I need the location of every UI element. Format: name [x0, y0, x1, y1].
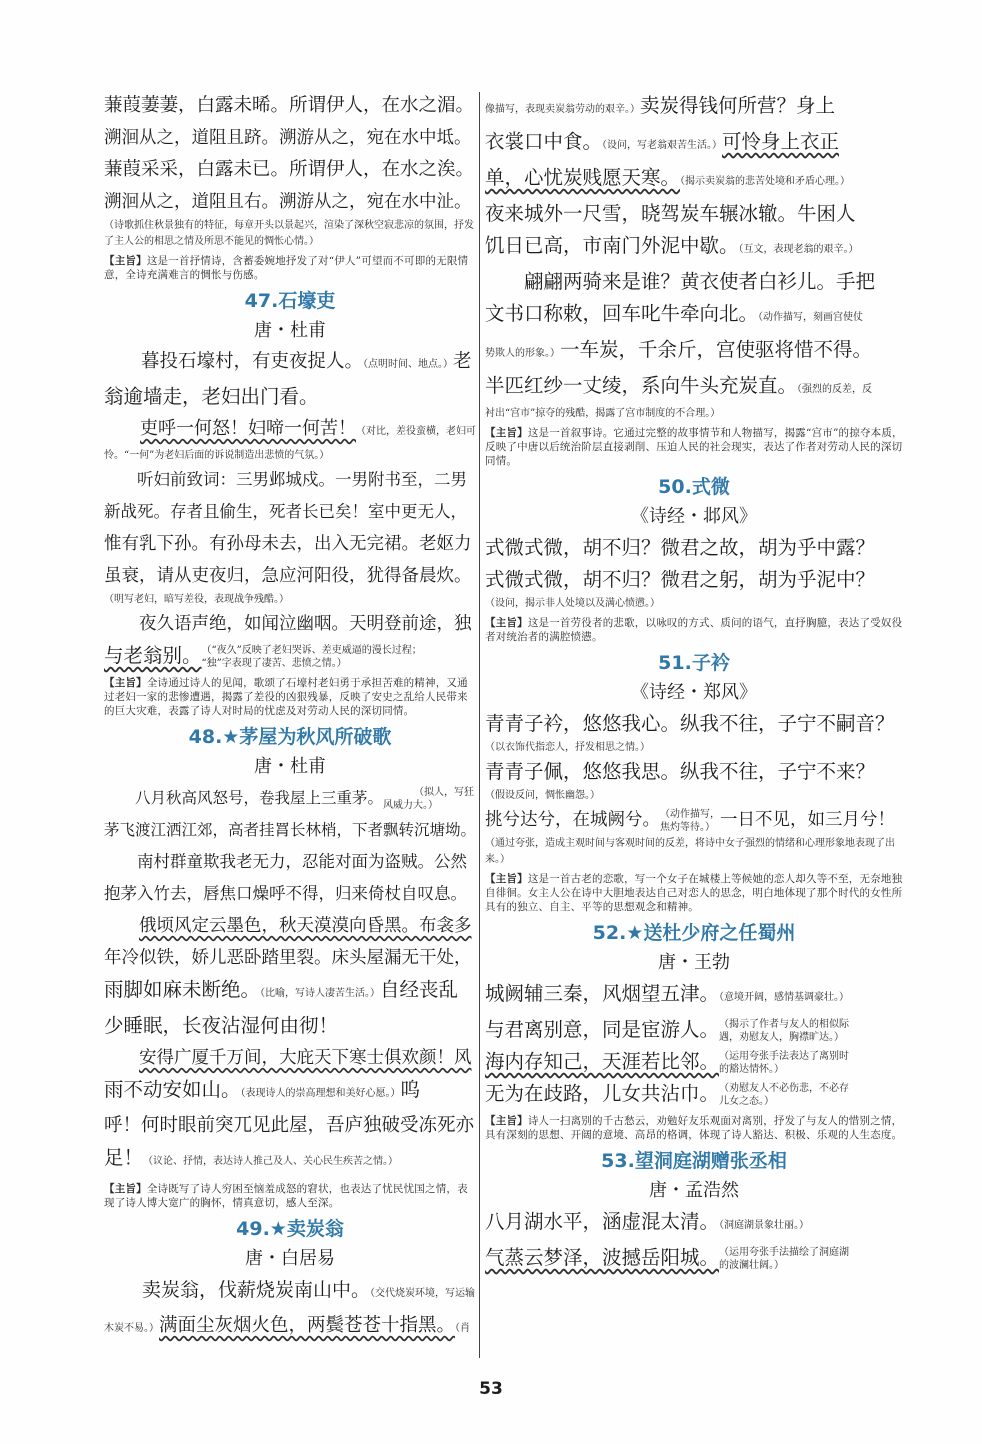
- right-column: [485, 90, 903, 1274]
- poem-text: 饥日已高，市南门外泥中歇。: [485, 234, 739, 257]
- poem-text: 半匹红纱一丈绫，系向牛头充炭直。: [485, 374, 798, 397]
- poem-text: 挑兮达兮，在城阙兮。: [485, 810, 660, 830]
- poem-text: 夜久语声绝，如闻泣幽咽。天明登前途，独: [139, 614, 472, 634]
- theme-label: 【主旨】: [485, 1115, 528, 1127]
- poem-line: 少睡眠，长夜沾湿何由彻！: [104, 1014, 339, 1037]
- poem-text: 海内存知己，天涯若比邻。: [485, 1050, 720, 1073]
- annotation: （揭示了作者与友人的相似际 遇，劝慰友人，胸襟旷达。）: [719, 1018, 850, 1043]
- poem-author: 唐・孟浩然: [649, 1180, 739, 1201]
- annotation: （以衣饰代指恋人，抒发相思之情。）: [485, 742, 650, 753]
- theme-summary: [104, 676, 476, 718]
- annotation: （通过夸张，造成主观时间与客观时间的反差，将诗中女子强烈的情绪和心理形象地表现了出来。）: [485, 838, 895, 865]
- theme-label: 【主旨】: [104, 1183, 147, 1195]
- theme-text: 这是一首劳役者的悲歌，以咏叹的方式、质问的语气，直抒胸臆，表达了受奴役者对统治者的满腔愤懑。: [485, 617, 903, 643]
- poem-line: 溯洄从之，道阻且右。溯游从之，宛在水中沚。: [104, 192, 472, 212]
- poem-line: 听妇前致词：三男邺城戍。一男附书至，二男: [137, 470, 467, 489]
- annotation: （意境开阔，感情基调豪壮。）: [719, 992, 850, 1003]
- poem-line: [485, 90, 903, 126]
- poem-author: 《诗经・郑风》: [631, 682, 757, 703]
- theme-summary: [485, 426, 903, 468]
- poem-text: 一日不见，如三月兮！: [720, 810, 895, 830]
- theme-text: 这是一首叙事诗。它通过完整的故事情节和人物描写，揭露“宫市”的掠夺本质，反映了中唐以后统治阶层直接剥削、压迫人民的社会现实，表达了作者对劳动人民的深切同情。: [485, 427, 903, 467]
- annotation: 像描写，表现卖炭翁劳动的艰辛。）: [485, 104, 640, 115]
- annotation: （揭示卖炭翁的悲苦处境和矛盾心理。）: [680, 176, 851, 187]
- theme-label: 【主旨】: [104, 677, 147, 689]
- poem-text: 老: [453, 351, 472, 372]
- poem-line: 溯洄从之，道阻且跻。溯游从之，宛在水中坻。: [104, 128, 472, 148]
- annotation: （交代烧炭环境，写运输: [370, 1288, 476, 1299]
- poem-text: 呜: [400, 1078, 421, 1101]
- annotation: 衬出“宫市”掠夺的残酷，揭露了宫市制度的不合理。）: [485, 408, 721, 419]
- poem-text: 雨脚如麻未断绝。: [104, 978, 261, 1001]
- annotation: （设问，揭示非人处境以及满心愤懑。）: [485, 598, 660, 609]
- poem-line: [485, 370, 903, 406]
- poem-line: 蒹葭萋萋，白露未晞。所谓伊人，在水之湄。: [104, 95, 475, 116]
- poem-line: [485, 1078, 903, 1110]
- annotation: （明写老妇，暗写差役，表现战争残酷。）: [104, 594, 289, 605]
- annotation: （议论、抒情，表达诗人推己及人、关心民生疾苦之情。）: [143, 1156, 399, 1167]
- theme-text: 全诗既写了诗人穷困至恼羞成怒的窘状，也表达了忧民忧国之情，表现了诗人博大宽广的胸怀，情真意切，感人至深。: [104, 1183, 468, 1209]
- column-divider: [479, 92, 480, 1358]
- theme-summary: [104, 1182, 476, 1210]
- poem-text: 吏呼一何怒！妇啼一何苦！: [140, 418, 356, 439]
- poem-text: 一车炭，千余斤，宫使驱将惜不得。: [560, 338, 873, 361]
- annotation: （表现诗人的崇高理想和美好心愿。）: [240, 1088, 401, 1099]
- poem-author: 唐・杜甫: [254, 756, 326, 777]
- annotation: （动作描写，刻画宫使仗: [758, 312, 864, 323]
- poem-line: 式微式微，胡不归？微君之躬，胡为乎泥中？: [485, 568, 876, 591]
- poem-line: [104, 782, 476, 814]
- poem-text: 卖炭得钱何所营？身上: [640, 94, 836, 117]
- theme-summary: [485, 872, 903, 914]
- theme-label: 【主旨】: [485, 427, 528, 439]
- left-column: [104, 90, 476, 1345]
- poem-text: 可怜身上衣正: [722, 130, 840, 153]
- poem-line: 茅飞渡江洒江郊，高者挂罥长林梢，下者飘转沉塘坳。: [104, 821, 477, 839]
- theme-text: 全诗通过诗人的见闻，歌颂了石壕村老妇勇于承担苦难的精神，又通过老妇一家的悲惨遭遇，揭露了差役的凶狠残暴，反映了安史之乱给人民带来的巨大灾难，表露了诗人对时局的忧虑及对劳动人民的深切同情。: [104, 677, 468, 717]
- poem-title: 52.★送杜少府之任蜀州: [592, 922, 796, 944]
- poem-line: [485, 126, 903, 162]
- annotation: （运用夸张手法描绘了洞庭湖 的波澜壮阔。）: [719, 1246, 850, 1271]
- poem-line: [485, 1046, 903, 1078]
- page-number: 53: [479, 1379, 503, 1399]
- annotation: （动作描写， 焦灼等待。）: [660, 808, 720, 833]
- annotation: （比喻，写诗人凄苦生活。）: [260, 988, 381, 999]
- poem-line: [485, 298, 903, 334]
- theme-summary: [485, 616, 903, 644]
- poem-title: 50.式微: [658, 476, 730, 498]
- poem-line: [104, 1274, 476, 1310]
- poem-line: 南村群童欺我老无力，忍能对面为盗贼。公然: [137, 852, 467, 871]
- annotation: （设问，写老翁艰苦生活。）: [602, 140, 723, 151]
- poem-title: 47.石壕吏: [244, 290, 336, 312]
- annotation: 怜。“一何”为老妇后面的诉说制造出悲愤的气氛。）: [104, 450, 330, 461]
- poem-text: 雨不动安如山。: [104, 1078, 241, 1101]
- poem-title: 49.★卖炭翁: [236, 1218, 344, 1240]
- poem-text: 与老翁别。: [104, 644, 202, 667]
- poem-line: 新战死。存者且偷生，死者长已矣！室中更无人，: [104, 502, 467, 521]
- theme-label: 【主旨】: [485, 617, 528, 629]
- poem-text: 无为在歧路，儿女共沾巾。: [485, 1082, 720, 1105]
- poem-title: 51.子衿: [658, 652, 730, 674]
- poem-author: 唐・王勃: [658, 952, 730, 973]
- theme-summary: [485, 1114, 903, 1142]
- poem-text: 暮投石壕村，有吏夜捉人。: [141, 351, 364, 372]
- poem-line: [485, 978, 903, 1014]
- poem-author: 《诗经・邶风》: [631, 506, 757, 527]
- poem-line: [485, 1242, 903, 1274]
- poem-text: 卖炭翁，伐薪烧炭南山中。: [142, 1279, 371, 1301]
- poem-text: 城阙辅三秦，风烟望五津。: [485, 982, 720, 1005]
- theme-label: 【主旨】: [104, 255, 147, 267]
- poem-text: 与君离别意，同是宦游人。: [485, 1018, 720, 1041]
- poem-line: 蒹葭采采，白露未已。所谓伊人，在水之涘。: [104, 159, 475, 180]
- poem-line: [485, 162, 903, 198]
- poem-line: [485, 1206, 903, 1242]
- poem-text: 安得广厦千万间，大庇天下寒士俱欢颜！风: [139, 1048, 472, 1068]
- annotation: （运用夸张手法表达了离别时 的豁达情怀。）: [719, 1050, 850, 1075]
- poem-author: 唐・白居易: [245, 1248, 335, 1269]
- annotation: （互文，表现老翁的艰辛。）: [738, 244, 859, 255]
- poem-line: [104, 1042, 476, 1074]
- poem-line: [104, 1142, 476, 1178]
- annotation: （肖: [455, 1323, 471, 1334]
- annotation: （对比，差役蛮横，老妇可: [356, 426, 476, 437]
- poem-line: [104, 640, 476, 672]
- annotation: （点明时间、地点。）: [363, 359, 454, 370]
- annotation: （拟人，写狂 风威力大。）: [383, 787, 475, 811]
- poem-title: 53.望洞庭湖赠张丞相: [601, 1150, 787, 1172]
- poem-author: 唐・杜甫: [254, 320, 326, 341]
- poem-line: [104, 910, 476, 942]
- poem-text: 满面尘灰烟火色，两鬓苍苍十指黑。: [159, 1315, 456, 1336]
- poem-line: 年冷似铁，娇儿恶卧踏里裂。床头屋漏无干处，: [104, 948, 472, 968]
- poem-line: 翩翩两骑来是谁？黄衣使者白衫儿。手把: [524, 270, 876, 293]
- annotation: （假设反问，惆怅幽怨。）: [485, 790, 600, 801]
- poem-line: [104, 346, 476, 381]
- theme-summary: [104, 254, 476, 282]
- annotation: （洞庭湖景象壮丽。）: [719, 1220, 810, 1231]
- theme-label: 【主旨】: [485, 873, 528, 885]
- theme-text: 诗人一扫离别的千古愁云，劝勉好友乐观面对离别，抒发了与友人的惜别之情，具有深刻的思想、开阔的意境、高昂的格调，体现了诗人豁达、积极、乐观的人生态度。: [485, 1115, 903, 1141]
- poem-line: 抱茅入竹去，唇焦口燥呼不得，归来倚杖自叹息。: [104, 884, 467, 903]
- poem-line: [104, 974, 476, 1010]
- poem-line: [485, 1014, 903, 1046]
- annotation: （诗歌抓住秋景独有的特征，每章开头以景起兴，渲染了深秋空寂悲凉的氛围，抒发了主人公的相思之情及所思不能见的惆怅心情。）: [104, 220, 474, 247]
- poem-text: 八月湖水平，涵虚混太清。: [485, 1210, 720, 1233]
- annotation: （劝慰友人不必伤悲，不必存 儿女之态。）: [719, 1082, 850, 1107]
- theme-text: 这是一首抒情诗，含蓄委婉地抒发了对“伊人”可望而不可即的无限情意，全诗充满难言的惆怅与伤感。: [104, 255, 469, 281]
- poem-line: [485, 230, 903, 266]
- poem-text: 单，心忧炭贱愿天寒。: [485, 166, 681, 189]
- poem-title: 48.★茅屋为秋风所破歌: [188, 726, 392, 748]
- poem-line: 夜来城外一尺雪，晓驾炭车辗冰辙。牛困人: [485, 202, 856, 225]
- poem-line: 青青子佩，悠悠我思。纵我不往，子宁不来？: [485, 760, 876, 783]
- poem-line: [104, 608, 476, 640]
- annotation: （强烈的反差，反: [797, 384, 873, 395]
- poem-text: 足！: [104, 1146, 144, 1169]
- poem-line: [485, 334, 903, 370]
- poem-line: [104, 1310, 476, 1345]
- poem-line: 呼！何时眼前突兀见此屋，吾庐独破受冻死亦: [104, 1115, 475, 1136]
- poem-text: 衣裳口中食。: [485, 130, 603, 153]
- poem-text: 文书口称敕，回车叱牛牵向北。: [485, 302, 759, 325]
- annotation: 势欺人的形象。）: [485, 348, 560, 359]
- poem-text: 俄顷风定云墨色，秋天漠漠向昏黑。布衾多: [139, 916, 472, 936]
- theme-text: 这是一首古老的恋歌，写一个女子在城楼上等候她的恋人却久等不至，无奈地独自徘徊。女主人公在诗中大胆地表达自己对恋人的思念，明白地体现了那个时代的女性所具有的独立、自主、平等的思想观念和精神。: [485, 873, 903, 913]
- poem-text: 自经丧乱: [380, 978, 459, 1001]
- poem-text: 气蒸云梦泽，波撼岳阳城。: [485, 1246, 720, 1269]
- annotation: 木炭不易。）: [104, 1323, 159, 1334]
- poem-line: 翁逾墙走，老妇出门看。: [104, 385, 319, 408]
- poem-line: 青青子衿，悠悠我心。纵我不往，子宁不嗣音？: [485, 712, 895, 735]
- poem-line: 虽衰，请从吏夜归，急应河阳役，犹得备晨炊。: [104, 566, 472, 586]
- poem-text: 八月秋高风怒号，卷我屋上三重茅。: [135, 789, 384, 807]
- poem-line: 惟有乳下孙。有孙母未去，出入无完裙。老妪力: [104, 534, 472, 554]
- poem-line: [104, 413, 476, 448]
- poem-line: [104, 1074, 476, 1110]
- poem-line: 式微式微，胡不归？微君之故，胡为乎中露？: [485, 536, 876, 559]
- poem-line: [485, 804, 903, 836]
- annotation: （“夜久”反映了老妇哭诉、差吏威逼的漫长过程； “独”字表现了凄苦、悲愤之情。）: [201, 644, 422, 669]
